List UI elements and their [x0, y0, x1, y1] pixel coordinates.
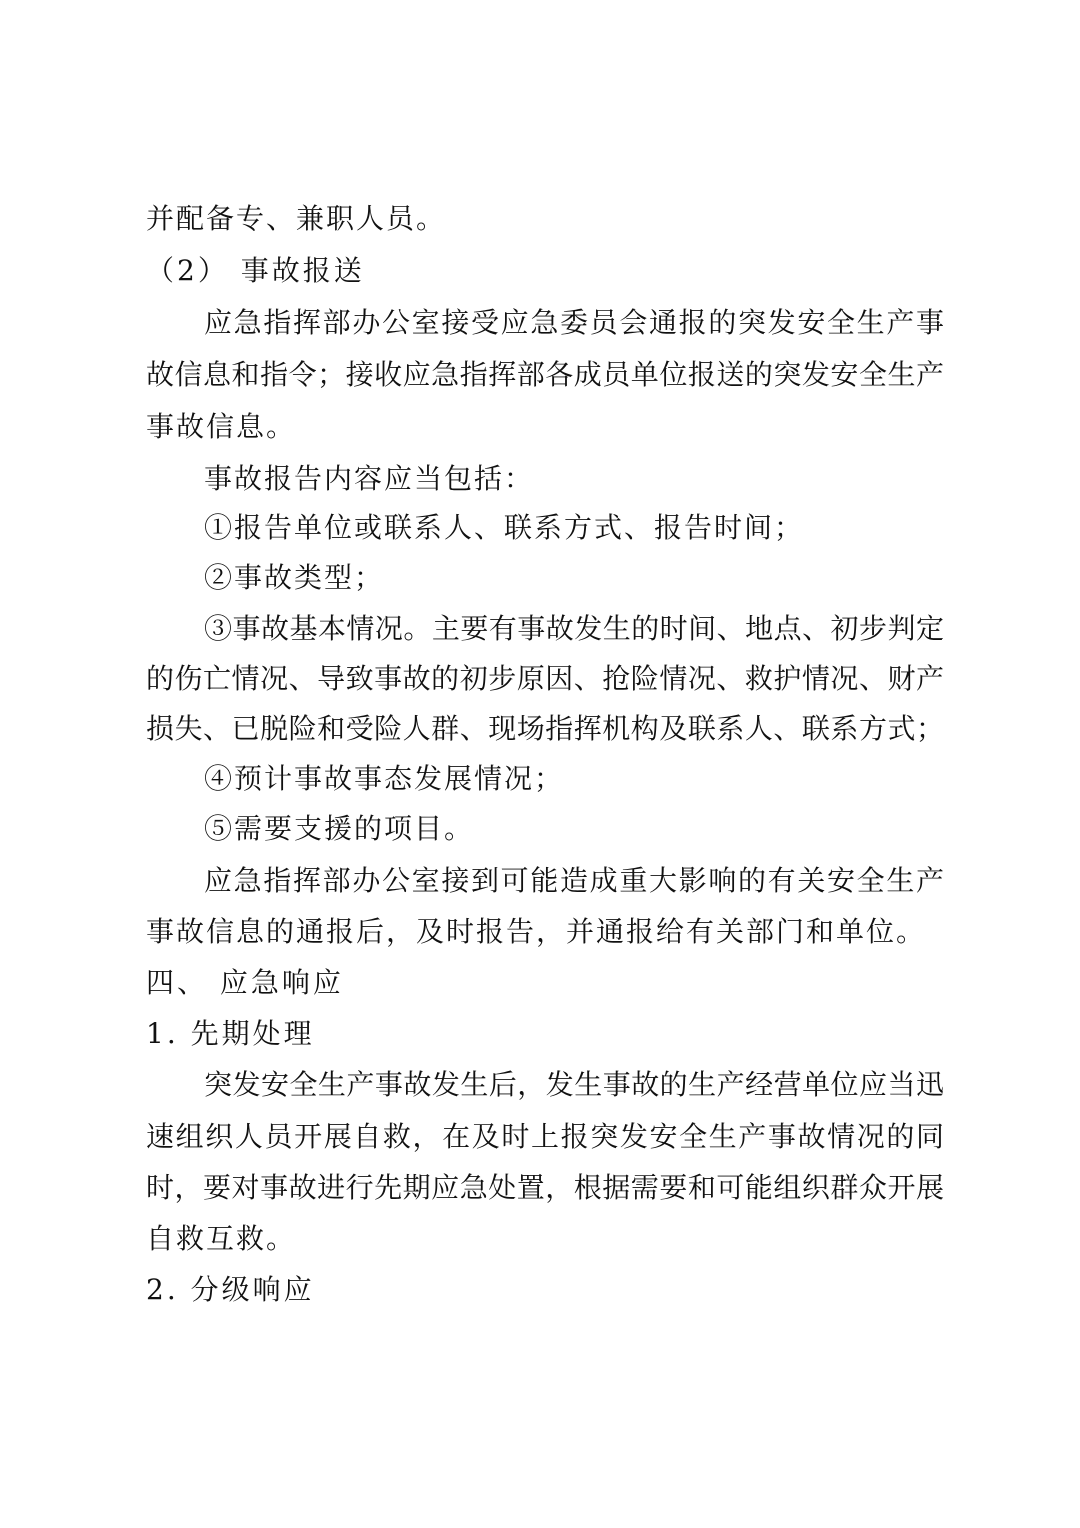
paragraph-line: 事故报告内容应当包括：: [204, 462, 535, 495]
list-item: ⑤需要支援的项目。: [204, 812, 475, 845]
paragraph-line: 事故信息。: [146, 410, 297, 443]
list-item: ①报告单位或联系人、联系方式、报告时间；: [204, 511, 805, 544]
section-heading: （2） 事故报送: [146, 254, 365, 287]
paragraph-line: 应急指挥部办公室接受应急委员会通报的突发安全生产事: [204, 306, 944, 339]
paragraph-line: 故信息和指令；接收应急指挥部各成员单位报送的突发安全生产: [146, 358, 944, 391]
paragraph-line: 并配备专、兼职人员。: [146, 202, 447, 235]
section-heading: 2. 分级响应: [146, 1273, 315, 1306]
section-heading: 1. 先期处理: [146, 1017, 315, 1050]
paragraph-line: 的伤亡情况、导致事故的初步原因、抢险情况、救护情况、财产: [146, 662, 944, 695]
paragraph-line: 突发安全生产事故发生后，发生事故的生产经营单位应当迅: [204, 1068, 944, 1101]
paragraph-line: 应急指挥部办公室接到可能造成重大影响的有关安全生产: [204, 864, 944, 897]
paragraph-line: 损失、已脱险和受险人群、现场指挥机构及联系人、联系方式；: [146, 712, 944, 745]
list-item: ③事故基本情况。主要有事故发生的时间、地点、初步判定: [204, 612, 944, 645]
paragraph-line: 事故信息的通报后，及时报告，并通报给有关部门和单位。: [146, 915, 927, 948]
list-item: ②事故类型；: [204, 561, 385, 594]
paragraph-line: 时，要对事故进行先期应急处置，根据需要和可能组织群众开展: [146, 1171, 944, 1204]
chapter-heading: 四、 应急响应: [146, 966, 344, 999]
list-item: ④预计事故事态发展情况；: [204, 762, 565, 795]
paragraph-line: 自救互救。: [146, 1222, 297, 1255]
paragraph-line: 速组织人员开展自救，在及时上报突发安全生产事故情况的同: [146, 1120, 944, 1153]
